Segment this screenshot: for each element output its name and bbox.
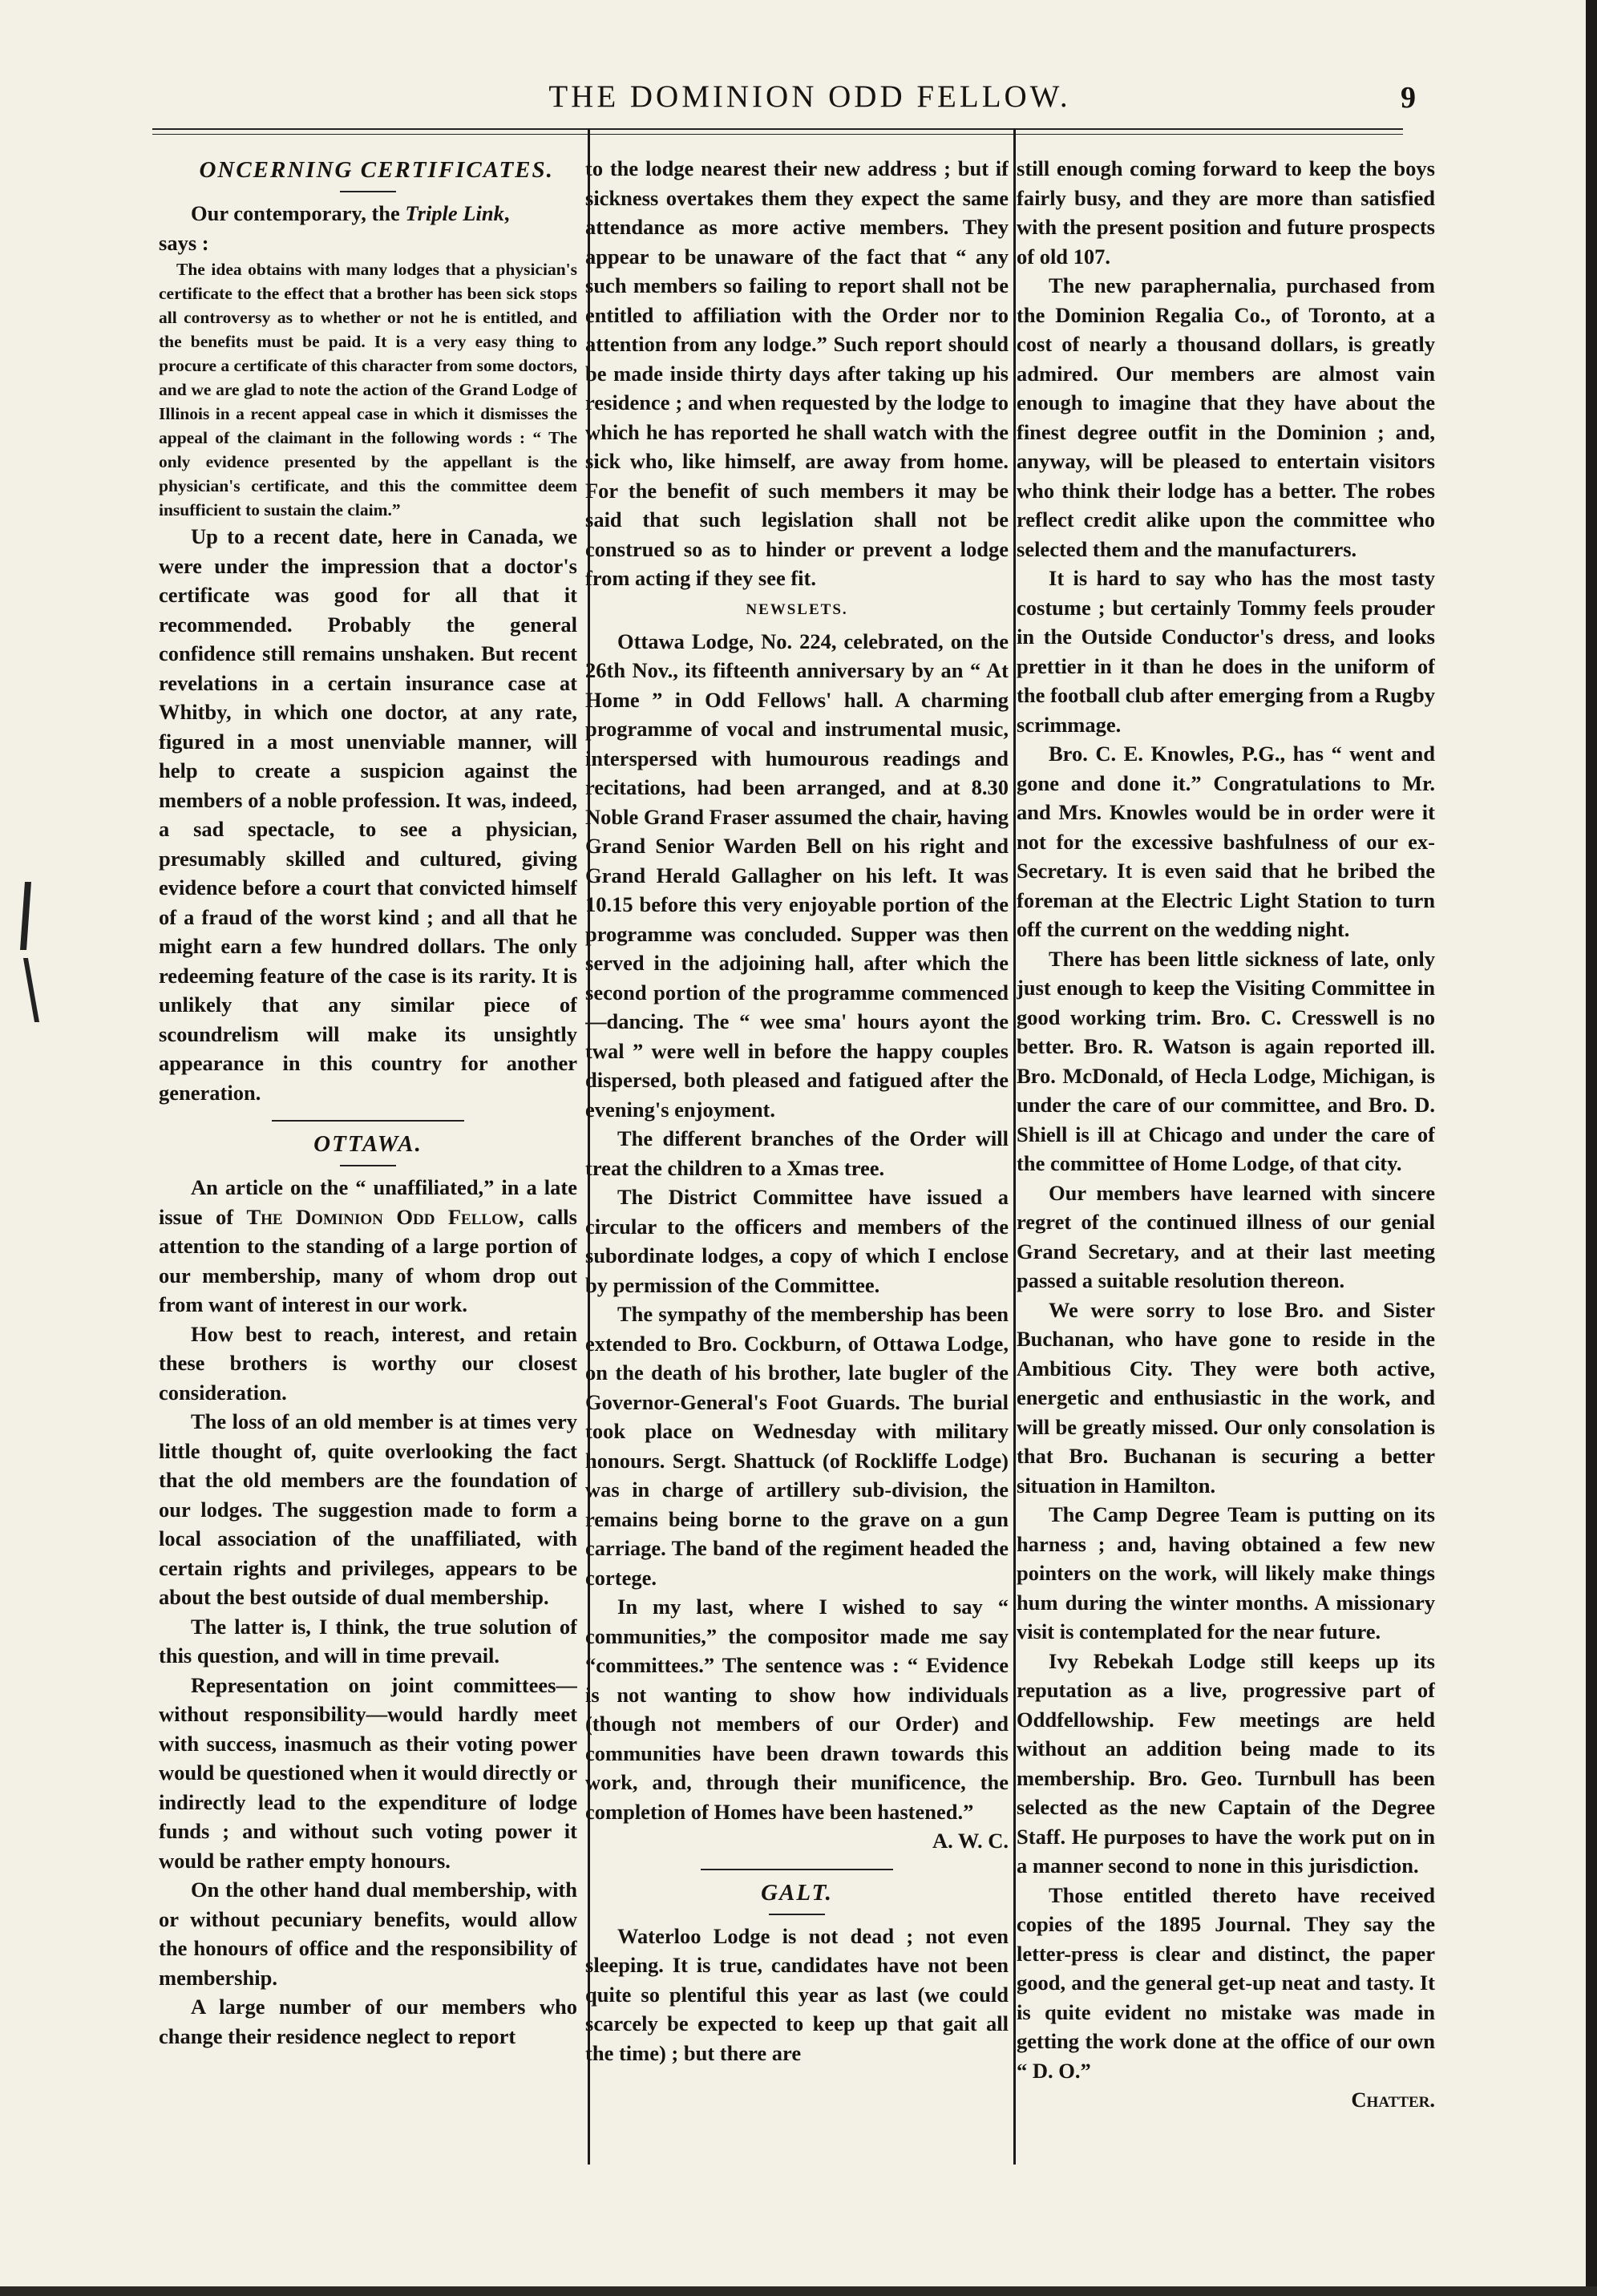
paragraph: Ottawa Lodge, No. 224, celebrated, on the 26th Nov., its fifteenth anniversary by an “ At Home ” in Odd Fellows' hall. A charming programme of vocal and instrumental music, interspersed with humourous readings and recitations, had been arranged, and at 8.30 Noble Grand Fraser assumed the chair, having Grand Senior Warden Bell on his right and Grand Herald Gallagher on his left. It was 10.15 before this very enjoyable portion of the programme was concluded. Supper was then served in the adjoining hall, after which the second portion of the programme commenced—dancing. The “ wee sma' hours ayont the twal ” were well in before the happy couples dispersed, both pleased and fatigued after the evening's enjoyment. — [585, 629, 1009, 1122]
section-title-certificates: ONCERNING CERTIFICATES. — [199, 157, 554, 183]
paragraph: Waterloo Lodge is not dead ; not even sleeping. It is true, candidates have not been quite so plentiful this year as last (we could scarcely be expected to keep up that gait all the time) ; but there are — [585, 1923, 1009, 2065]
paragraph: There has been little sickness of late, only just enough to keep the Visiting Committee in good working trim. Bro. C. Cresswell is no better. Bro. R. Watson is again reported ill. Bro. McDonald, of Hecla Lodge, Michigan, is under the care of our committee, and Bro. D. Shiell is ill at Chicago and under the care of the committee of Home Lodge, of that city. — [1017, 946, 1435, 1175]
section-rule — [769, 1914, 825, 1915]
paragraph: The different branches of the Order will treat the children to a Xmas tree. — [585, 1126, 1009, 1180]
section-rule — [272, 1120, 464, 1122]
paragraph: A large number of our members who change their residence neglect to report — [159, 1995, 577, 2048]
paragraph: Ivy Rebekah Lodge still keeps up its reputation as a live, progressive part of Oddfellowship. Few meetings are held without an addition being made to its membership. Bro. Geo. Turnbull has been selected as the new Captain of the Degree Staff. He purposes to have the work put on in a manner second to none in this jurisdiction. — [1017, 1648, 1435, 1878]
paragraph: Representation on joint committees—without responsibility—would hardly meet with success, inasmuch as their voting power would be questioned when it would directly or indirectly lead to the expenditure of lodge funds ; and without such voting power it would be rather empty honours. — [159, 1672, 577, 1873]
section-title-galt: GALT. — [761, 1879, 833, 1906]
section-rule — [340, 191, 396, 192]
paragraph: The new paraphernalia, purchased from the Dominion Regalia Co., of Toronto, at a cost of nearly a thousand dollars, is greatly admired. Our members are almost vain enough to imagine that they have about the finest degree outfit in the Dominion ; and, anyway, will be pleased to entertain visitors who think their lodge has a better. The robes reflect credit alike upon the committee who selected them and the manufacturers. — [1017, 273, 1435, 561]
page-bottom-shadow — [0, 2286, 1597, 2296]
paragraph: still enough coming forward to keep the boys fairly busy, and they are more than satisfied with the present position and future prospects of old 107. — [1017, 156, 1435, 269]
paragraph: Up to a recent date, here in Canada, we were under the impression that a doctor's certificate was good for all that it recommended. Probably the general confidence still remains unshaken. But recent revelations in a certain insurance case at Whitby, in which one doctor, at any rate, figured in a most unenviable manner, will help to create a suspicion against the members of a noble profession. It was, indeed, a sad spectacle, to see a physician, presumably skilled and cultured, giving evidence before a court that convicted himself of a fraud of the worst kind ; and all that he might earn a few hundred dollars. The only redeeming feature of the case is its rarity. It is unlikely that any similar piece of scoundrelism will make its unsightly appearance in this country for another generation. — [159, 524, 577, 1105]
intro-paragraph: Our contemporary, the Triple Link, — [191, 201, 510, 225]
paragraph: In my last, where I wished to say “ communities,” the compositor made me say “committees.” The sentence was : “ Evidence is not wanting to show how individuals (though not members of our Order) and communities have been drawn towards this work, and, through their munificence, the completion of Homes have been hastened.” — [585, 1595, 1009, 1824]
column-1 — [159, 154, 577, 2206]
paragraph: We were sorry to lose Bro. and Sister Buchanan, who have gone to reside in the Ambitious City. They were both active, energetic and enthusiastic in the work, and will be greatly missed. Our only consolation is that Bro. Buchanan is securing a better situation in Hamilton. — [1017, 1297, 1435, 1498]
paragraph: The sympathy of the membership has been extended to Bro. Cockburn, of Ottawa Lodge, on the death of his brother, late bugler of the Governor-General's Foot Guards. The burial took place on Wednesday with military honours. Sergt. Shattuck (of Rockliffe Lodge) was in charge of artillery sub-division, the remains being borne to the grave on a gun carriage. The band of the regiment headed the cortege. — [585, 1302, 1009, 1590]
column-2 — [585, 154, 1009, 2206]
paragraph: Bro. C. E. Knowles, P.G., has “ went and gone and done it.” Congratulations to Mr. and Mrs. Knowles would be in order were it not for the excessive bashfulness of our ex-Secretary. It is even said that he bribed the foreman at the Electric Light Station to turn off the current on the wedding night. — [1017, 742, 1435, 941]
signature-awc: A. W. C. — [932, 1829, 1009, 1853]
page-number: 9 — [1401, 81, 1416, 115]
running-title: THE DOMINION ODD FELLOW. — [548, 79, 1071, 114]
paragraph: The Camp Degree Team is putting on its harness ; and, having obtained a few new pointers on the work, will likely make things hum during the winter months. A missionary visit is contemplated for the near future. — [1017, 1502, 1435, 1643]
paragraph: On the other hand dual membership, with or without pecuniary benefits, would allow the honours of office and the responsibility of membership. — [159, 1878, 577, 1990]
paragraph: The loss of an old member is at times very little thought of, quite overlooking the fact that the old members are the foundation of our lodges. The suggestion made to form a local association of the unaffiliated, with certain rights and privileges, appears to be about the best outside of dual membership. — [159, 1409, 577, 1609]
section-rule — [340, 1165, 396, 1166]
paragraph: The latter is, I think, the true solution of this question, and will in time prevail. — [159, 1614, 577, 1667]
section-rule — [701, 1869, 893, 1870]
paragraph: How best to reach, interest, and retain these brothers is worthy our closest consideration. — [159, 1321, 577, 1405]
paragraph: Those entitled thereto have received copies of the 1895 Journal. They say the letter-press is clear and distinct, the paper good, and the general get-up neat and tasty. It is quite evident no mistake was made in getting the work done at the office of our own “ D. O.” — [1017, 1882, 1435, 2083]
block-quote: The idea obtains with many lodges that a physician's certificate to the effect that a brother has been sick stops all controversy as to whether or not he is entitled, and the benefits must be paid. It is a very easy thing to procure a certificate of this character from some doctors, and we are glad to note the action of the Grand Lodge of Illinois in a recent appeal case in which it dismisses the appeal of the claimant in the following words : “ The only evidence presented by the appellant is the physician's certificate, and this the committee deem insufficient to sustain the claim.” — [159, 260, 577, 519]
subhead-newslets: NEWSLETS. — [746, 600, 848, 618]
paragraph: Our members have learned with sincere regret of the continued illness of our genial Grand Secretary, and at their last meeting passed a suitable resolution thereon. — [1017, 1180, 1435, 1292]
paragraph: An article on the “ unaffiliated,” in a late issue of The Dominion Odd Fellow, calls attention to the standing of a large portion of our membership, many of whom drop out from want of interest in our work. — [159, 1175, 577, 1316]
margin-ink-mark — [20, 882, 31, 950]
column-rule-2 — [1013, 128, 1016, 2165]
intro-says: says : — [159, 230, 209, 255]
page-edge-shadow — [1586, 0, 1597, 2296]
header-rule-bottom — [152, 134, 1403, 135]
paragraph: to the lodge nearest their new address ; but if sickness overtakes them they expect the same attendance as more active members. They appear to be unaware of the fact that “ any such members so failing to report shall not be entitled to affiliation with the Order nor to attention from any lodge.” Such report should be made inside thirty days after taking up his residence ; and when requested by the lodge to which he has reported he shall watch with the sick who, like himself, are away from home. For the benefit of such members it may be said that such legislation shall not be construed so as to hinder or prevent a lodge from acting if they see fit. — [585, 156, 1009, 590]
margin-ink-mark — [23, 958, 39, 1022]
paragraph: It is hard to say who has the most tasty costume ; but certainly Tommy feels prouder in the Outside Conductor's dress, and looks prettier in it than he does in the uniform of the football club after emerging from a Rugby scrimmage. — [1017, 566, 1435, 737]
signature-chatter: Chatter. — [1351, 2088, 1435, 2112]
header-rule-top — [152, 128, 1403, 130]
paragraph: The District Committee have issued a circular to the officers and members of the subordinate lodges, a copy of which I enclose by permission of the Committee. — [585, 1185, 1009, 1297]
column-3 — [1017, 154, 1435, 2206]
section-title-ottawa: OTTAWA. — [313, 1131, 422, 1157]
